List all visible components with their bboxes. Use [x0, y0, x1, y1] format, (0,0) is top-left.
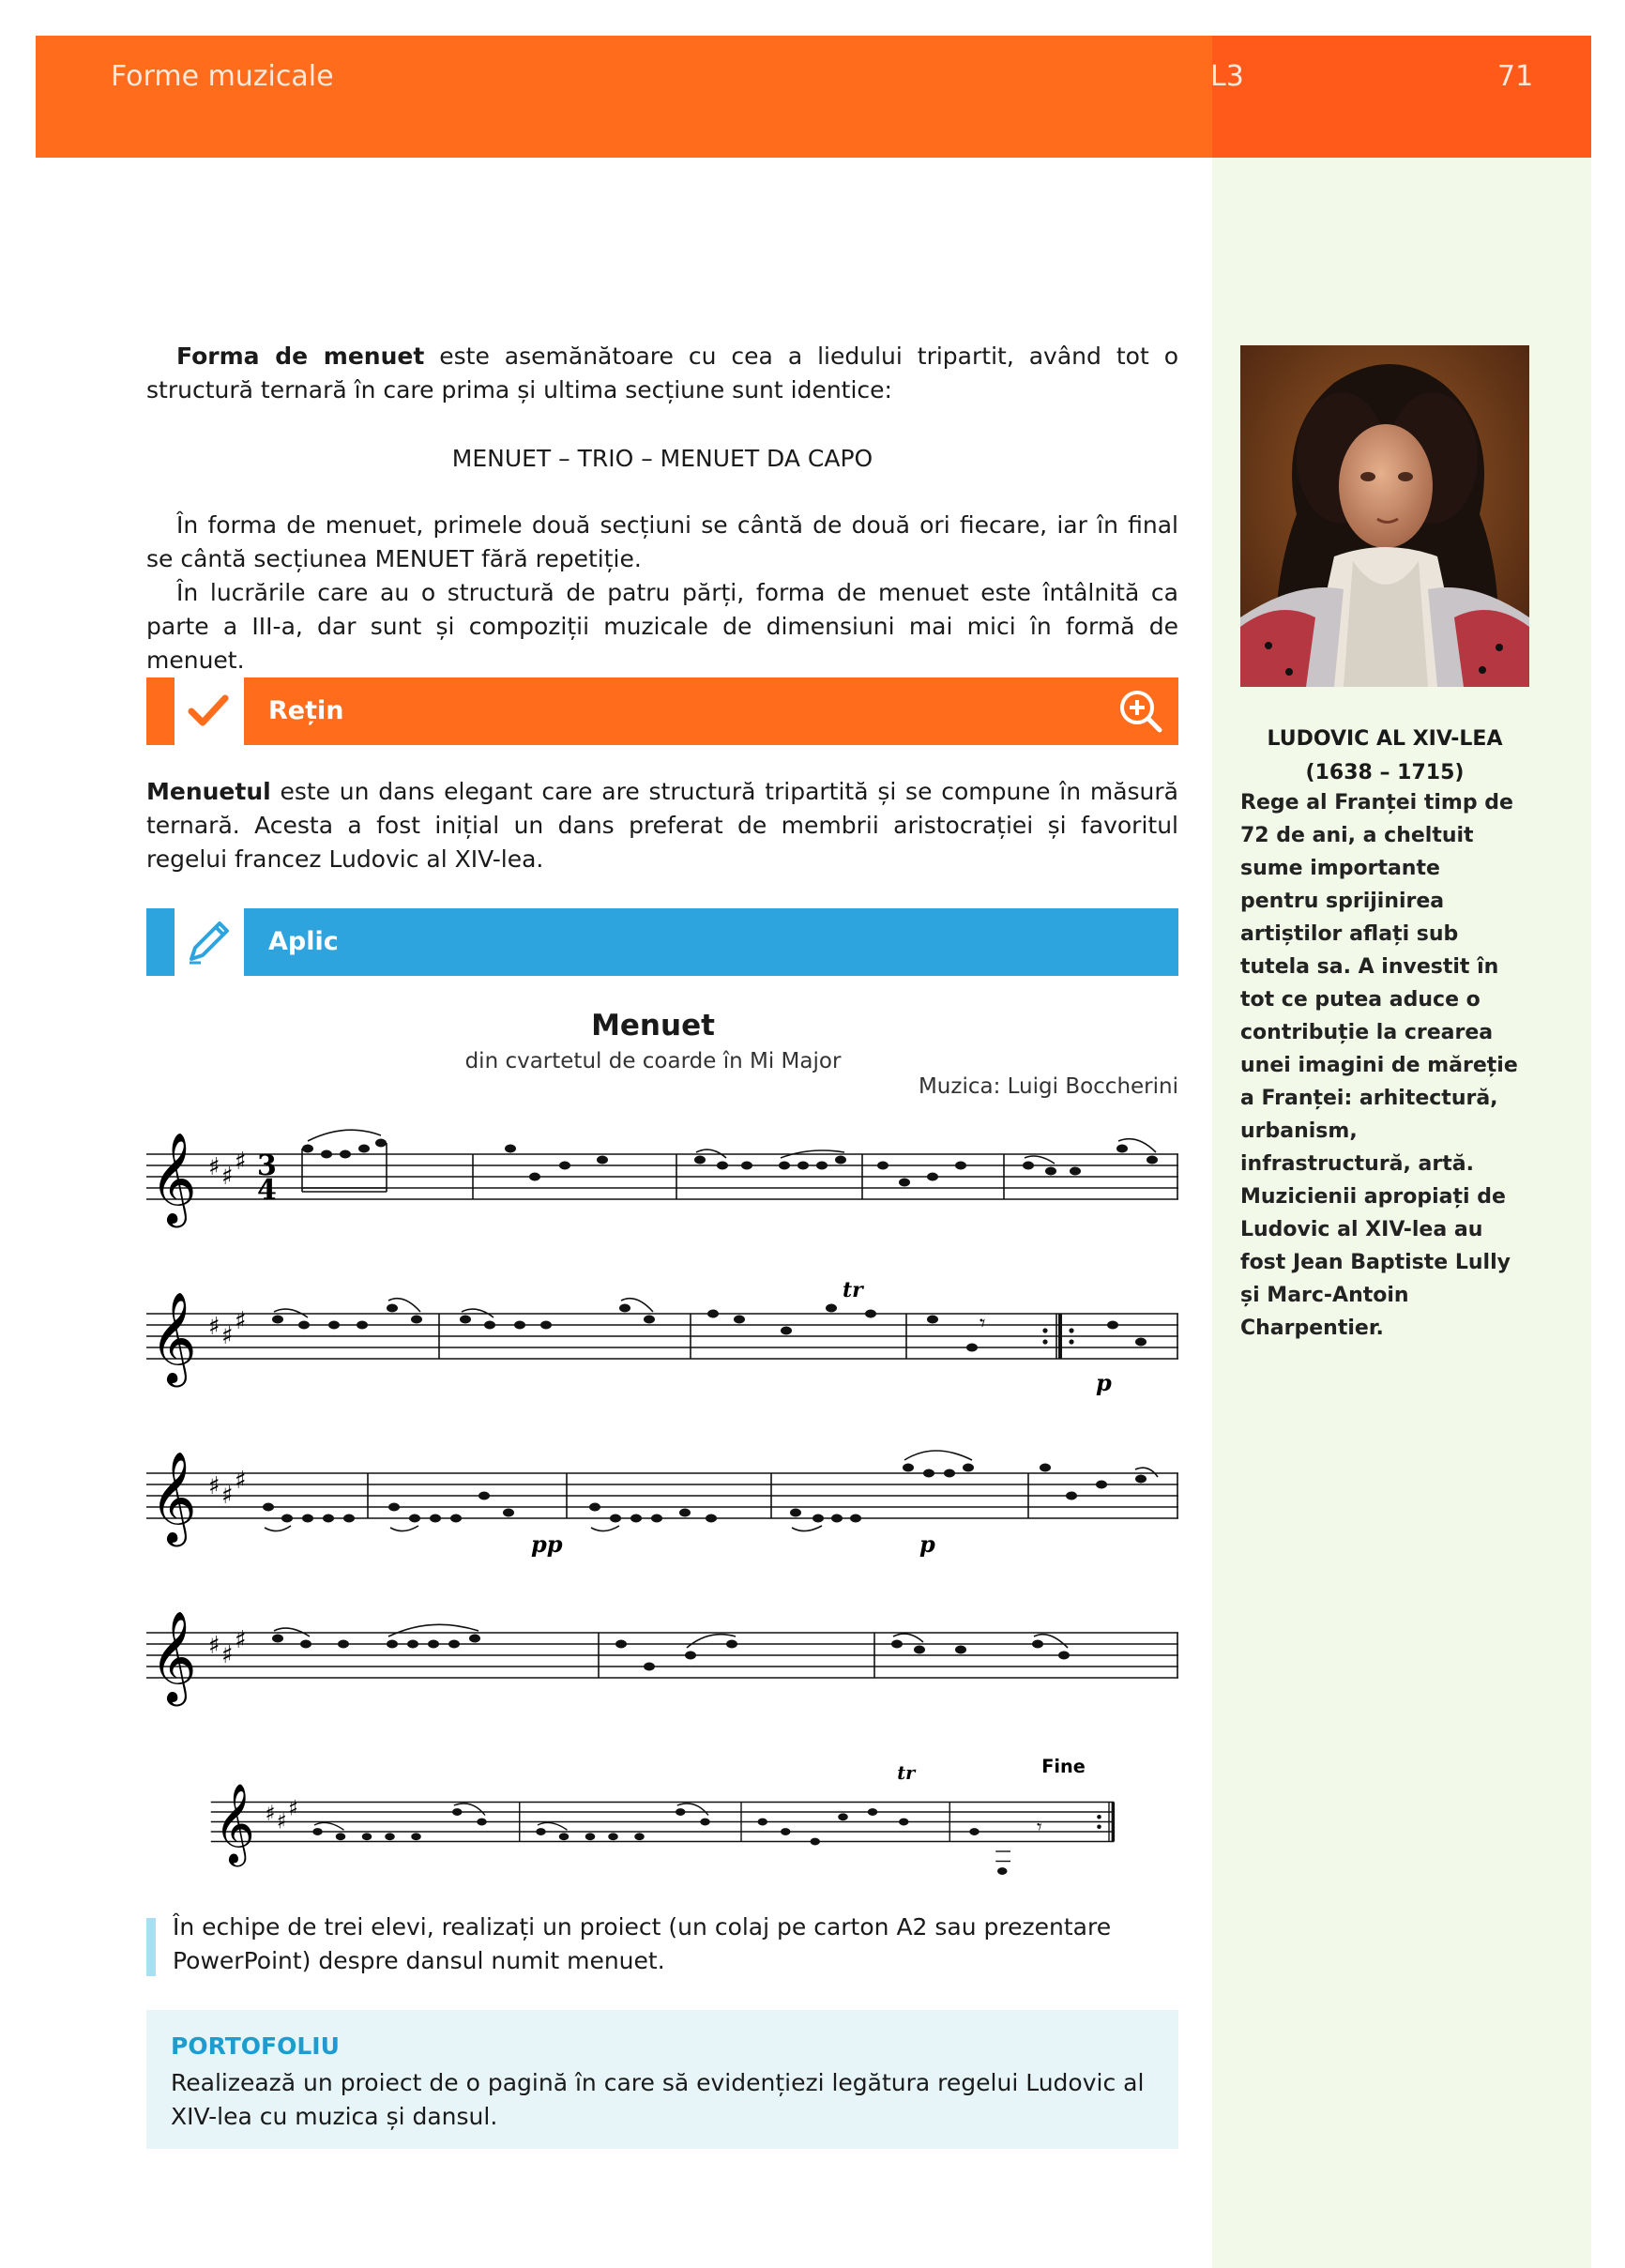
- aplic-bar-main: [244, 908, 1178, 976]
- svg-text:♯: ♯: [208, 1472, 220, 1500]
- svg-text:♯: ♯: [265, 1801, 276, 1826]
- portfolio-box: [146, 2010, 1178, 2149]
- staff-line-4: [146, 1595, 1178, 1727]
- treble-clef-icon: 𝄞: [150, 1132, 197, 1224]
- svg-text:♯: ♯: [235, 1307, 247, 1335]
- page-header: [36, 36, 1591, 158]
- lesson-label: L3: [1210, 60, 1244, 93]
- dynamic-pianissimo: pp: [531, 1530, 563, 1558]
- time-sig-top: 3: [257, 1149, 277, 1182]
- header-band: [36, 36, 1212, 158]
- trill-mark-2: tr: [897, 1762, 916, 1784]
- portrait-caption-text: Rege al Franței timp de 72 de ani, a cheltuit sume importante pentru sprijinirea artiștilor aflați sub tutela sa. A investit în tot ce putea aduce o contribuție la crearea unei imagini de măreție a Franței: arhitectură, urbanism, infrastructură, artă. Muzicienii apropiați de Ludovic al XIV-lea au fost Jean Baptiste Lully și Marc-Antoin Charpentier.: [1240, 791, 1518, 1340]
- project-instruction: În echipe de trei elevi, realizați un proiect (un colaj pe carton A2 sau prezentare PowerPoint) despre dansul numit menuet.: [173, 1913, 1112, 1974]
- staff-line-1: [146, 1117, 1178, 1248]
- pencil-icon: [175, 908, 242, 976]
- retin-text: este un dans elegant care are structură tripartită și se compune în măsură ternară. Acesta a fost inițial un dans preferat de membrii aristocrației și favoritul regelui francez Ludovic al XIV-lea.: [146, 778, 1178, 873]
- staff-line-5: [146, 1753, 1178, 1884]
- staff-line-3: [146, 1436, 1178, 1567]
- aplic-label: Aplic: [268, 927, 339, 956]
- intro-paragraph-1: [146, 340, 1178, 407]
- portrait-caption-title: [1240, 723, 1529, 790]
- svg-text:♯: ♯: [235, 1626, 247, 1654]
- intro-paragraph-2: În forma de menuet, primele două secțiuni se cântă de două ori fiecare, iar în final se cântă secțiunea MENUET fără repetiție.: [146, 511, 1178, 572]
- checkmark-icon: [175, 677, 242, 745]
- svg-text:♯: ♯: [221, 1322, 234, 1350]
- svg-text:♯: ♯: [208, 1632, 220, 1660]
- aplic-bar: [146, 908, 1178, 976]
- zoom-in-icon[interactable]: [1116, 687, 1165, 739]
- retin-label: Rețin: [268, 696, 344, 725]
- svg-text:♯: ♯: [221, 1482, 234, 1510]
- score-title: Menuet: [591, 1009, 715, 1043]
- retin-bar-main: [244, 677, 1178, 745]
- svg-text:♯: ♯: [221, 1163, 234, 1191]
- svg-text:♯: ♯: [235, 1467, 247, 1495]
- retin-paragraph: [146, 775, 1178, 876]
- portfolio-text: Realizează un proiect de o pagină în care să evidențiezi legătura regelui Ludovic al XIV-lea cu muzica și dansul.: [171, 2069, 1145, 2130]
- svg-text:♯: ♯: [288, 1796, 299, 1821]
- trill-mark: tr: [843, 1278, 863, 1302]
- svg-text:𝄾: 𝄾: [980, 1310, 986, 1336]
- intro-term: Forma de menuet: [176, 342, 425, 370]
- aplic-accent: [146, 908, 175, 976]
- chapter-title: Forme muzicale: [111, 60, 334, 93]
- intro-paragraph-3: În lucrările care au o structură de patru părți, forma de menuet este întâlnită ca parte a III-a, dar sunt și compoziții muzicale de dimensiuni mai mici în formă de menuet.: [146, 579, 1178, 674]
- menuet-structure: MENUET – TRIO – MENUET DA CAPO: [451, 445, 873, 472]
- svg-text:♯: ♯: [276, 1809, 287, 1834]
- portfolio-title: PORTOFOLIU: [171, 2032, 340, 2060]
- page-number: 71: [1497, 60, 1534, 93]
- dynamic-piano-2: p: [919, 1530, 935, 1558]
- intro-text: este asemănătoare cu cea a liedului tripartit, având tot o structură ternară în care prima și ultima secțiune sunt identice:: [146, 342, 1178, 403]
- score-subtitle: din cvartetul de coarde în Mi Major: [464, 1049, 842, 1073]
- staff-line-2: [146, 1276, 1178, 1408]
- dynamic-piano: p: [1096, 1369, 1112, 1396]
- retin-accent: [146, 677, 175, 745]
- svg-text:𝄞: 𝄞: [150, 1291, 197, 1383]
- retin-bar: [146, 677, 1178, 745]
- svg-text:♯: ♯: [208, 1313, 220, 1341]
- caption-name: LUDOVIC AL XIV-LEA: [1267, 727, 1503, 751]
- header-band-right: [1212, 36, 1591, 158]
- svg-text:𝄾: 𝄾: [1037, 1815, 1042, 1838]
- retin-term: Menuetul: [146, 778, 271, 805]
- portrait-image: [1240, 345, 1529, 687]
- svg-text:♯: ♯: [235, 1148, 247, 1176]
- svg-text:♯: ♯: [208, 1153, 220, 1181]
- project-accent: [146, 1918, 156, 1976]
- score-composer: Muzica: Luigi Boccherini: [918, 1074, 1178, 1099]
- caption-years: (1638 – 1715): [1305, 761, 1465, 784]
- fine-mark: Fine: [1041, 1756, 1086, 1777]
- svg-text:𝄞: 𝄞: [150, 1610, 197, 1702]
- time-sig-bottom: 4: [257, 1174, 277, 1207]
- svg-text:𝄞: 𝄞: [214, 1783, 255, 1864]
- svg-text:♯: ♯: [221, 1641, 234, 1669]
- svg-text:𝄞: 𝄞: [150, 1451, 197, 1543]
